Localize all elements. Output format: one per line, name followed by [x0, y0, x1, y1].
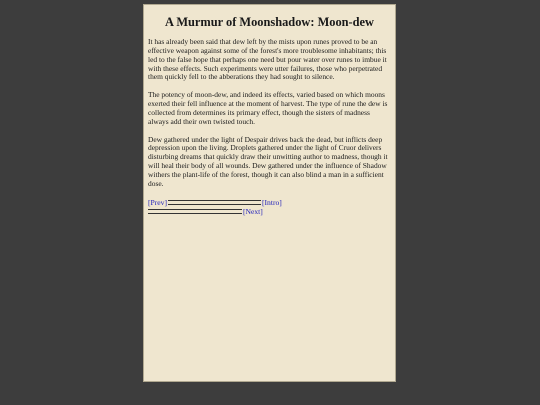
prev-link[interactable]: [Prev] — [148, 197, 167, 207]
intro-link[interactable]: [Intro] — [261, 197, 282, 207]
paragraph-3: Dew gathered under the light of Despair drives back the dead, but inflicts deep depression upon the living. Droplets gathered under the light of Cruor delivers disturbing dreams that quickly draw their unwitting author to madness, though it will heal their body of all wounds. Dew gathered under the influence of Shadow withers the plant-life of the forest, though it can also blind a man in a sufficient dose. — [148, 134, 388, 188]
nav-row-2 — [148, 207, 391, 217]
page-title: A Murmur of Moonshadow: Moon-dew — [164, 15, 375, 29]
document-page — [143, 4, 396, 382]
paragraph-2: The potency of moon-dew, and indeed its effects, varied based on which moons exerted their fell influence at the moment of harvest. The type of rune the dew is collected from determines its primary effect, though the sisters of madness always add their own twisted touch. — [148, 90, 388, 126]
nav-divider — [168, 200, 261, 205]
next-link[interactable]: [Next] — [243, 207, 263, 217]
nav-divider — [148, 209, 242, 214]
nav-row-1 — [148, 198, 391, 208]
page-navigation — [148, 198, 391, 217]
paragraph-1: It has already been said that dew left by the mists upon runes proved to be an effective weapon against some of the forest's more troublesome inhabitants; this led to the false hope that perhaps one need but pour water over runes to imbue it with these effects. Such experiments were utter failures, those who perpetrated them quickly fell to the abberations they had sought to silence. — [148, 37, 387, 82]
